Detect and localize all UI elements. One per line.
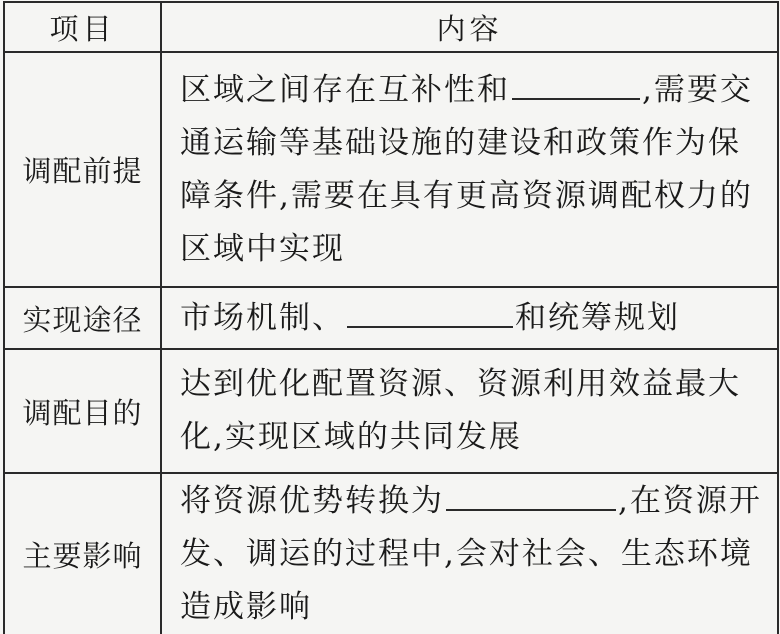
header-content: 内容 [161,2,778,52]
content-text: 区域之间存在互补性和 [180,71,510,108]
table-header-row [4,2,778,52]
table-row [4,287,778,349]
content-text: ,在资源开发、调运的过程中,会对社会、生态环境造成影响 [180,482,762,625]
table-row [4,473,778,634]
content-table [3,1,779,634]
row-label: 主要影响 [4,473,161,634]
content-text: ,需要交通运输等基础设施的建设和政策作为保障条件,需要在具有更高资源调配权力的区域中实现 [180,71,753,267]
header-item: 项目 [4,2,161,52]
content-text: 将资源优势转换为 [180,482,444,519]
row-label: 调配目的 [4,349,161,473]
content-text: 市场机制、 [180,299,345,336]
row-content [161,473,778,634]
content-text: 和统筹规划 [515,299,680,336]
fill-blank [512,97,640,100]
row-label: 实现途径 [4,287,161,349]
row-content [161,287,778,349]
row-content: 达到优化配置资源、资源利用效益最大化,实现区域的共同发展 [161,349,778,473]
fill-blank [347,325,513,328]
table-row [4,349,778,473]
fill-blank [446,508,616,511]
row-label: 调配前提 [4,52,161,287]
row-content [161,52,778,287]
table-row [4,52,778,287]
